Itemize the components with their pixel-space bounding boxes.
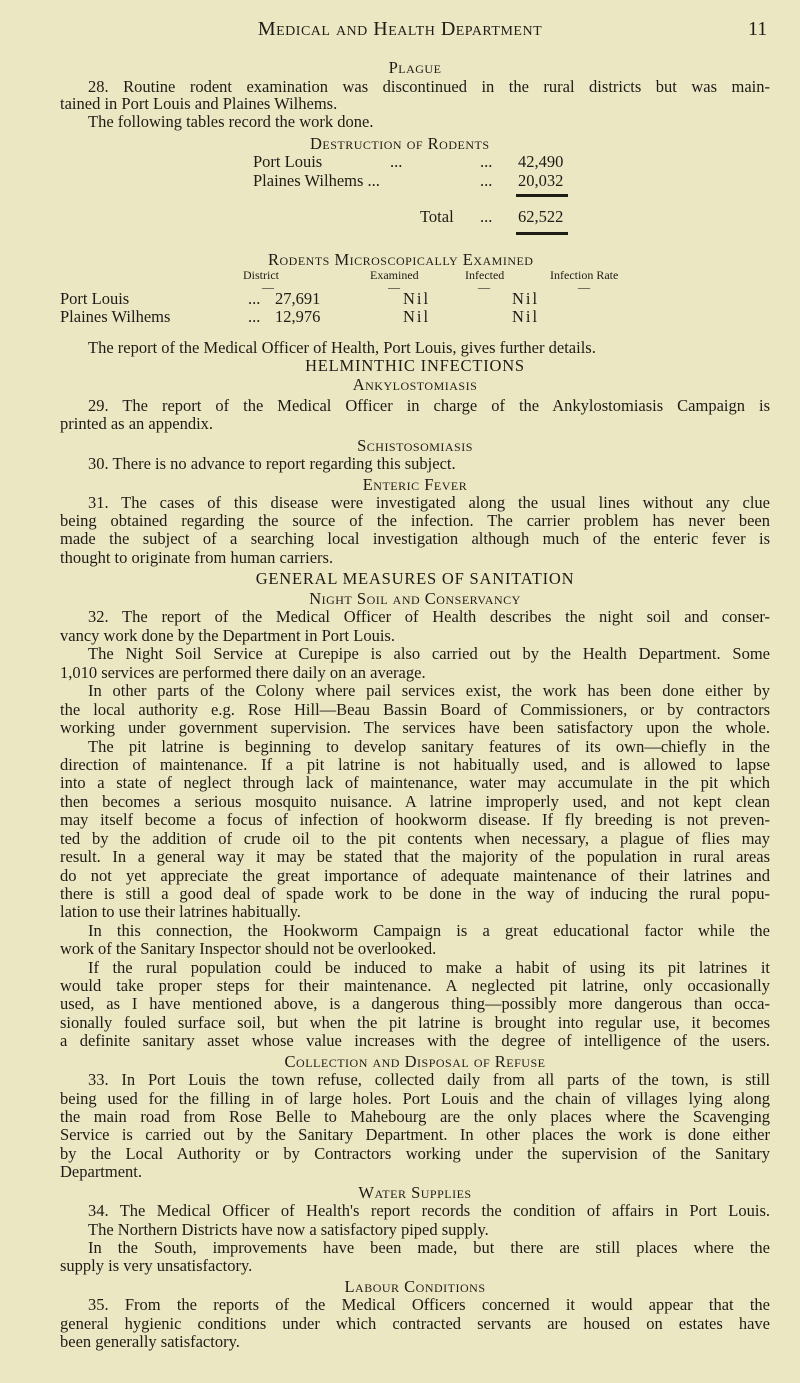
paragraph-line: 33. In Port Louis the town refuse, collected daily from all parts of the town, is still	[88, 1070, 770, 1089]
column-header: Infected	[465, 268, 505, 282]
paragraph-line: The report of the Medical Officer of Health, Port Louis, gives further details.	[88, 338, 596, 357]
paragraph-line: being used for the filling in of large holes. Port Louis and the chain of villages lying along	[60, 1089, 770, 1108]
dash: —	[578, 280, 590, 294]
paragraph-line: The pit latrine is beginning to develop sanitary features of its own—chiefly in the	[88, 737, 770, 756]
paragraph-line: general hygienic conditions under which contracted servants are housed on estates have	[60, 1314, 770, 1333]
page-number: 11	[748, 18, 768, 40]
district: Port Louis	[60, 289, 130, 308]
paragraph-line: printed as an appendix.	[60, 414, 214, 433]
paragraph-line: tained in Port Louis and Plaines Wilhems.	[60, 94, 338, 113]
paragraph-line: Department.	[60, 1162, 143, 1181]
column-header: Examined	[370, 268, 419, 282]
paragraph-line: 1,010 services are performed there daily on an average.	[60, 663, 426, 682]
section-heading: HELMINTHIC INFECTIONS	[305, 356, 525, 375]
paragraph-line: vancy work done by the Department in Port Louis.	[60, 626, 395, 645]
total-label: Total	[420, 207, 454, 226]
paragraph-line: sionally fouled surface soil, but when the pit latrine is brought into regular use, it becomes	[60, 1013, 770, 1032]
leader-dots: ...	[480, 171, 493, 190]
subsection-heading: Enteric Fever	[362, 475, 468, 494]
paragraph-line: 30. There is no advance to report regarding this subject.	[88, 454, 456, 473]
leader-dots: ...	[248, 307, 261, 326]
paragraph-line: 29. The report of the Medical Officer in charge of the Ankylostomiasis Campaign is	[88, 396, 770, 415]
paragraph-line: the main road from Rose Belle to Mahebourg are the only places where the Scavenging	[60, 1107, 770, 1126]
column-header: District	[243, 268, 279, 282]
rule	[516, 194, 568, 197]
leader-dots: ...	[480, 152, 493, 171]
district: Plaines Wilhems	[60, 307, 171, 326]
paragraph-line: 28. Routine rodent examination was discontinued in the rural districts but was main-	[88, 77, 770, 96]
column-header: Infection Rate	[550, 268, 619, 282]
paragraph-line: The Northern Districts have now a satisfactory piped supply.	[88, 1220, 489, 1239]
count: 42,490	[518, 152, 564, 171]
examined: 12,976	[275, 307, 321, 326]
dash: —	[262, 280, 274, 294]
paragraph-line: into a state of neglect through lack of maintenance, water may accumulate in the pit which	[60, 773, 770, 792]
subsection-heading: Ankylostomiasis	[352, 375, 478, 394]
paragraph-line: being obtained regarding the source of the infection. The carrier problem has never been	[60, 511, 770, 530]
paragraph-line: by the Local Authority or by Contractors working under the supervision of the Sanitary	[60, 1144, 770, 1163]
dash: —	[478, 280, 490, 294]
paragraph-line: working under government supervision. The services have been satisfactory upon the whole.	[60, 718, 770, 737]
paragraph-line: used, as I have mentioned above, is a dangerous thing—possibly more dangerous than occa-	[60, 994, 770, 1013]
paragraph-line: 32. The report of the Medical Officer of Health describes the night soil and conser-	[88, 607, 770, 626]
paragraph-line: supply is very unsatisfactory.	[60, 1256, 253, 1275]
paragraph-line: In the South, improvements have been made, but there are still places where the	[88, 1238, 770, 1257]
paragraph-line: would take proper steps for their maintenance. A neglected pit latrine, only occasionally	[60, 976, 770, 995]
paragraph-line: In other parts of the Colony where pail services exist, the work has been done either by	[88, 681, 770, 700]
subsection-heading: Labour Conditions	[344, 1277, 486, 1296]
paragraph-line: lation to use their latrines habitually.	[60, 902, 301, 921]
paragraph-line: work of the Sanitary Inspector should not be overlooked.	[60, 939, 437, 958]
leader-dots: ...	[390, 152, 403, 171]
count: 20,032	[518, 171, 564, 190]
paragraph-line: then becomes a serious mosquito nuisance. A latrine improperly used, and not kept clean	[60, 792, 770, 811]
paragraph-line: In this connection, the Hookworm Campaign is a great educational factor while the	[88, 921, 770, 940]
district: Port Louis	[253, 152, 323, 171]
subsection-heading: Water Supplies	[358, 1183, 472, 1202]
paragraph-line: there is still a good deal of spade work to be done in the way of inducing the rural popu-	[60, 884, 770, 903]
subsection-heading: Collection and Disposal of Refuse	[284, 1052, 546, 1071]
paragraph-line: 35. From the reports of the Medical Officers concerned it would appear that the	[88, 1295, 770, 1314]
paragraph-line: If the rural population could be induced to make a habit of using its pit latrines it	[88, 958, 770, 977]
paragraph-line: The Night Soil Service at Curepipe is also carried out by the Health Department. Some	[88, 644, 770, 663]
infection-rate: Nil	[512, 307, 540, 326]
infection-rate: Nil	[512, 289, 540, 308]
paragraph-line: a definite sanitary asset whose value increases with the degree of intelligence of the users.	[60, 1031, 770, 1050]
paragraph-line: 31. The cases of this disease were investigated along the usual lines without any clue	[88, 493, 770, 512]
paragraph-line: direction of maintenance. If a pit latrine is not habitually used, and is allowed to lapse	[60, 755, 770, 774]
paragraph-line: the local authority e.g. Rose Hill—Beau Bassin Board of Commissioners, or by contractors	[60, 700, 770, 719]
section-heading-plague: Plague	[388, 58, 442, 77]
paragraph-line: been generally satisfactory.	[60, 1332, 240, 1351]
total-value: 62,522	[518, 207, 564, 226]
dash: —	[388, 280, 400, 294]
paragraph-line: 34. The Medical Officer of Health's report records the condition of affairs in Port Louis.	[88, 1201, 770, 1220]
paragraph-line: Service is carried out by the Sanitary Department. In other places the work is done either	[60, 1125, 770, 1144]
district: Plaines Wilhems ...	[253, 171, 380, 190]
table-title: Destruction of Rodents	[310, 134, 490, 153]
running-header: Medical and Health Department	[257, 18, 543, 40]
leader-dots: ...	[480, 207, 493, 226]
examined: 27,691	[275, 289, 321, 308]
paragraph-line: thought to originate from human carriers.	[60, 548, 334, 567]
paragraph-line: made the subject of a searching local investigation although much of the enteric fever is	[60, 529, 770, 548]
subsection-heading: Night Soil and Conservancy	[309, 589, 521, 608]
paragraph-line: may itself become a focus of infection of hookworm disease. If fly breeding is not preven-	[60, 810, 770, 829]
paragraph-line: result. In a general way it may be stated that the majority of the population in rural areas	[60, 847, 770, 866]
rule	[516, 232, 568, 235]
paragraph-line: The following tables record the work done.	[88, 112, 374, 131]
infected: Nil	[403, 289, 431, 308]
section-heading: GENERAL MEASURES OF SANITATION	[255, 569, 575, 588]
subsection-heading: Schistosomiasis	[357, 436, 473, 455]
paragraph-line: do not yet appreciate the great importance of adequate maintenance of their latrines and	[60, 866, 770, 885]
infected: Nil	[403, 307, 431, 326]
table-title: Rodents Microscopically Examined	[268, 250, 534, 269]
paragraph-line: ted by the addition of crude oil to the pit contents when necessary, a plague of flies may	[60, 829, 770, 848]
leader-dots: ...	[248, 289, 261, 308]
